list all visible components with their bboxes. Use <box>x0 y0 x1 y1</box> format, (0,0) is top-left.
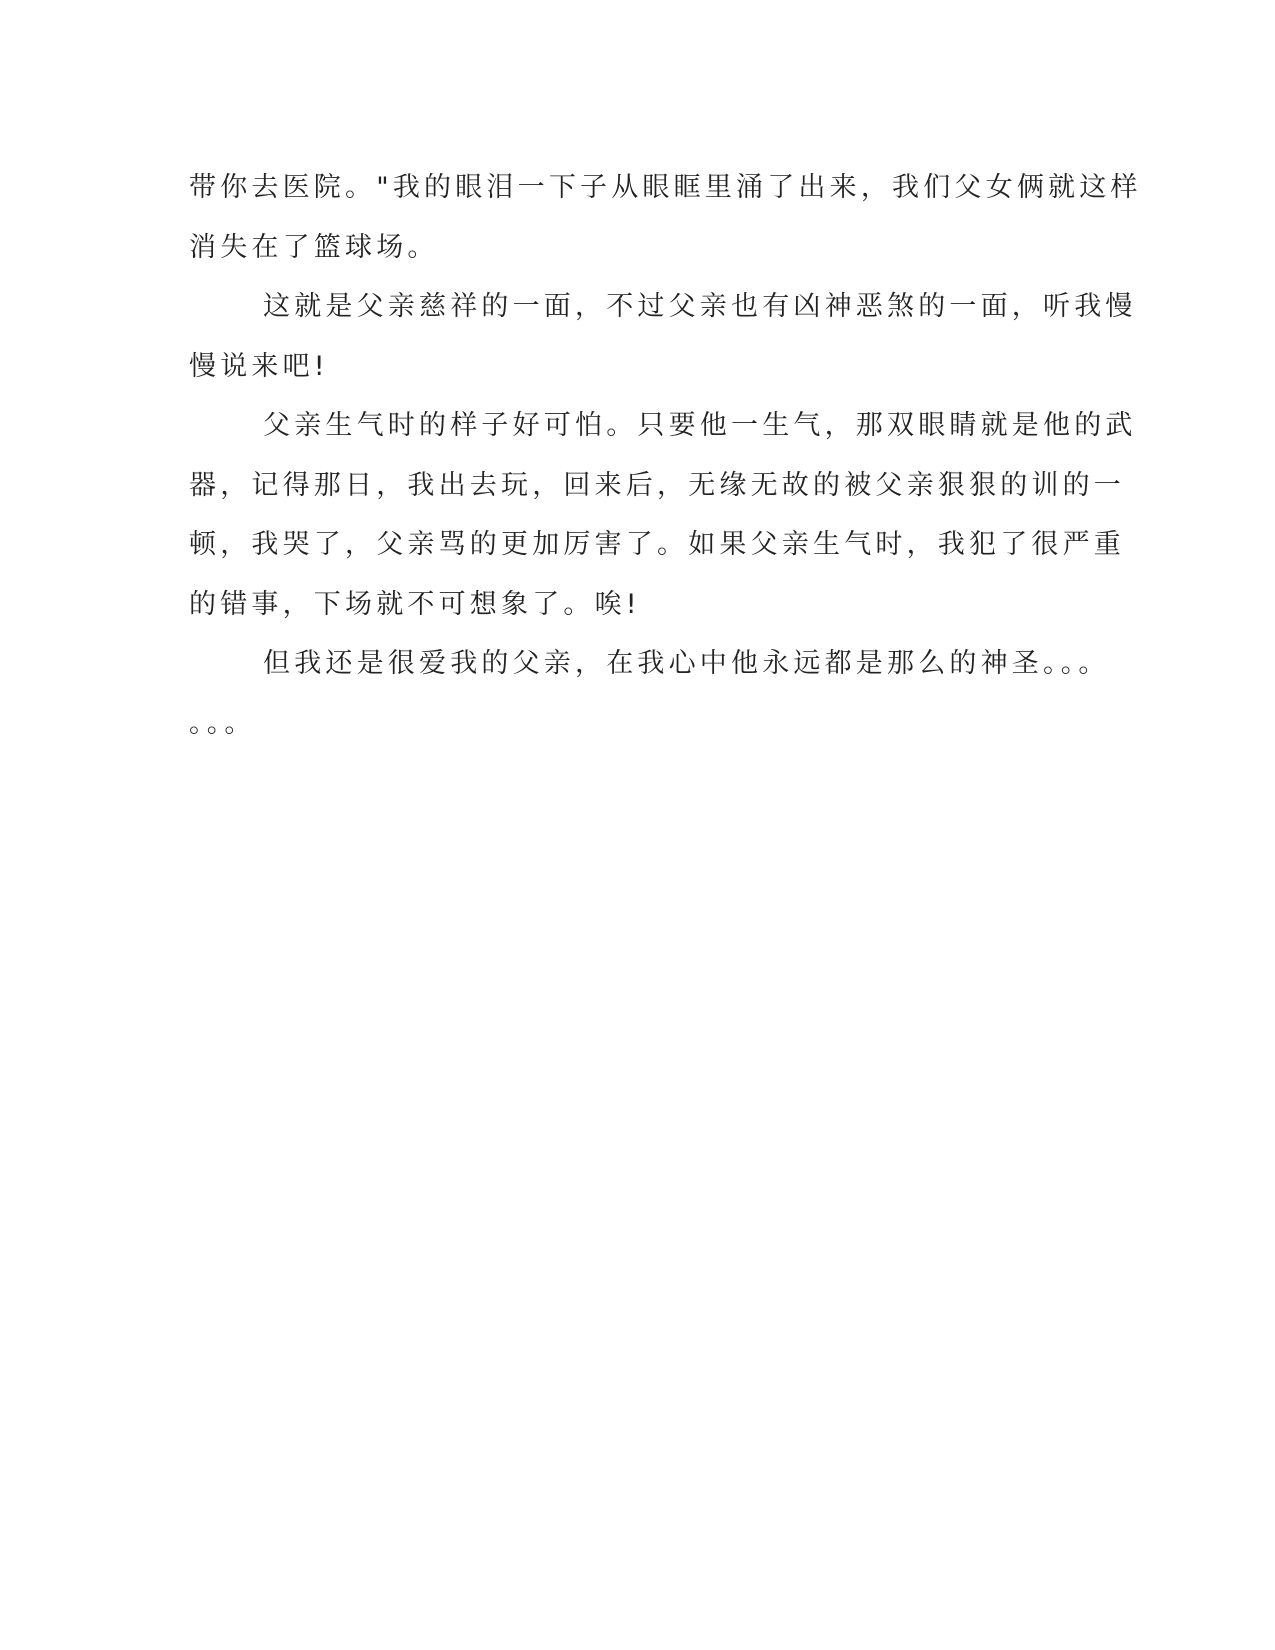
text-line: 的错事，下场就不可想象了。唉! <box>189 588 641 620</box>
text-line: 顿，我哭了，父亲骂的更加厉害了。如果父亲生气时，我犯了很严重 <box>189 529 1125 560</box>
text-line-indented: 父亲生气时的样子好可怕。只要他一生气，那双眼睛就是他的武 <box>263 410 1137 441</box>
paragraph-3 <box>189 396 1137 634</box>
paragraph-1 <box>189 158 1142 277</box>
text-line-indented: 这就是父亲慈祥的一面，不过父亲也有凶神恶煞的一面，听我慢 <box>263 291 1137 322</box>
text-line: 器，记得那日，我出去玩，回来后，无缘无故的被父亲狠狠的训的一 <box>189 469 1125 501</box>
paragraph-4 <box>189 634 1110 753</box>
document-body <box>189 158 1142 753</box>
text-line: 带你去医院。"我的眼泪一下子从眼眶里涌了出来，我们父女俩就这样 <box>189 172 1142 203</box>
paragraph-2 <box>189 277 1137 396</box>
text-line: 消失在了篮球场。 <box>189 231 439 263</box>
text-line: 慢说来吧! <box>189 350 329 382</box>
text-line: 。。。 <box>189 707 256 739</box>
text-line-indented: 但我还是很爱我的父亲，在我心中他永远都是那么的神圣。。。 <box>263 648 1110 679</box>
